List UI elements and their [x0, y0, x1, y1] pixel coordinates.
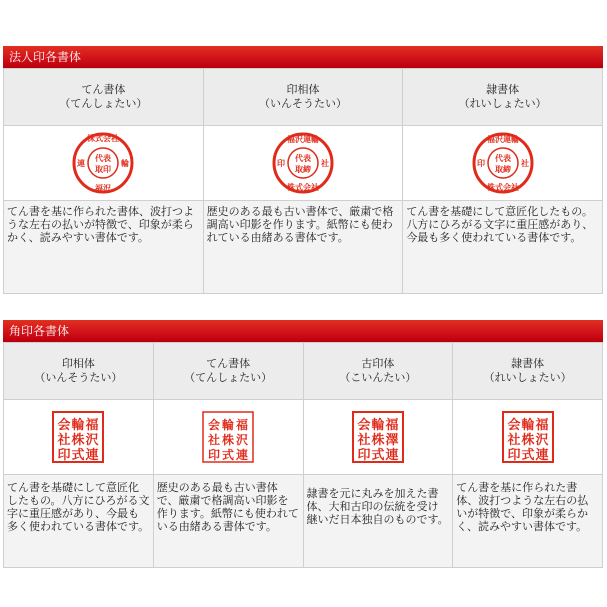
stamp-cell: [303, 400, 453, 475]
font-name: 隷書体: [486, 83, 520, 96]
svg-text:株: 株: [222, 433, 235, 447]
svg-text:社: 社: [520, 158, 529, 168]
stamp-cell: [453, 400, 603, 475]
svg-text:輪: 輪: [71, 418, 85, 433]
font-description: 歴史のある最も古い書体で、厳粛で格調高い印影を作ります。紙幣にも使われている由緒ある書体です。: [153, 475, 303, 568]
font-description: てん書を基に作られた書体、波打つような左右の払いが特徴で、印象が柔らかく、読みやすい書体です。: [4, 201, 204, 294]
svg-text:取締: 取締: [294, 164, 311, 174]
round-seal-insotai-image: [271, 131, 335, 195]
svg-text:株式会社: 株式会社: [486, 182, 519, 192]
font-reading: （こいんたい）: [339, 371, 417, 384]
svg-text:代表: 代表: [294, 153, 311, 163]
font-reading: （れいしょたい）: [483, 371, 572, 384]
round-seal-tensho-image: [71, 131, 135, 195]
svg-text:福沢連輪: 福沢連輪: [286, 134, 319, 144]
font-reading: （いんそうたい）: [258, 97, 347, 110]
square-seal-reisho-image: [500, 409, 556, 465]
svg-text:輪: 輪: [371, 418, 385, 433]
font-reading: （いんそうたい）: [34, 371, 123, 384]
svg-text:株式会社: 株式会社: [286, 182, 319, 192]
svg-text:福: 福: [236, 418, 249, 432]
square-seal-section: [3, 320, 603, 568]
svg-text:輪: 輪: [121, 158, 130, 168]
font-name: 印相体: [61, 357, 95, 370]
svg-text:社: 社: [208, 433, 221, 447]
svg-text:印: 印: [357, 448, 371, 463]
svg-text:取締: 取締: [494, 164, 511, 174]
svg-text:社: 社: [57, 433, 71, 448]
svg-text:株: 株: [71, 433, 85, 448]
font-name: てん書体: [206, 357, 251, 370]
svg-text:代表: 代表: [95, 153, 112, 163]
svg-text:連: 連: [236, 448, 249, 462]
column-header: [153, 343, 303, 400]
square-seal-koin-image: [350, 409, 406, 465]
svg-text:会: 会: [208, 418, 221, 432]
svg-text:取印: 取印: [95, 164, 112, 174]
svg-text:福: 福: [385, 418, 399, 433]
font-name: てん書体: [81, 83, 126, 96]
svg-text:連: 連: [535, 448, 549, 463]
square-seal-tensho-image: [200, 409, 256, 465]
svg-text:福: 福: [535, 418, 549, 433]
svg-text:株: 株: [521, 433, 535, 448]
svg-text:会: 会: [507, 418, 521, 433]
square-seal-insotai-image: [50, 409, 106, 465]
square-seal-table: [3, 342, 603, 568]
svg-text:式: 式: [371, 448, 385, 463]
svg-text:福: 福: [85, 418, 99, 433]
svg-text:福沢: 福沢: [95, 183, 112, 193]
svg-text:沢: 沢: [236, 433, 249, 447]
svg-text:社: 社: [320, 158, 329, 168]
stamp-cell: [153, 400, 303, 475]
font-reading: （れいしょたい）: [458, 97, 547, 110]
column-header: [453, 343, 603, 400]
column-header: [4, 69, 204, 126]
svg-text:印: 印: [507, 448, 521, 463]
font-name: 古印体: [361, 357, 395, 370]
svg-text:印: 印: [57, 448, 71, 463]
column-header: [4, 343, 154, 400]
svg-text:式: 式: [71, 448, 85, 463]
svg-text:輪: 輪: [521, 418, 535, 433]
column-header: [203, 69, 403, 126]
svg-text:印: 印: [276, 158, 285, 168]
column-header: [403, 69, 603, 126]
svg-text:会: 会: [357, 418, 371, 433]
font-name: 印相体: [286, 83, 320, 96]
font-description: てん書を基礎にして意匠化したもの。八方にひろがる文字に重圧感があり、今最も多く使われている書体です。: [403, 201, 603, 294]
svg-text:輪: 輪: [222, 418, 235, 432]
svg-text:福沢連輪: 福沢連輪: [486, 134, 519, 144]
svg-text:印: 印: [476, 158, 485, 168]
font-description: てん書を基に作られた書体、波打つような左右の払いが特徴で、印象が柔らかく、読みやすい書体です。: [453, 475, 603, 568]
stamp-cell: [4, 400, 154, 475]
stamp-cell: [203, 126, 403, 201]
font-description: 隷書を元に丸みを加えた書体、大和古印の伝統を受け継いだ日本独自のものです。: [303, 475, 453, 568]
svg-text:社: 社: [507, 433, 521, 448]
round-seal-reisho-image: [471, 131, 535, 195]
svg-text:式: 式: [521, 448, 535, 463]
svg-text:澤: 澤: [385, 433, 399, 448]
font-reading: （てんしょたい）: [184, 371, 273, 384]
svg-text:株: 株: [371, 433, 385, 448]
svg-text:会: 会: [57, 418, 71, 433]
stamp-cell: [403, 126, 603, 201]
svg-text:沢: 沢: [535, 433, 549, 448]
round-seal-section: [3, 46, 603, 294]
svg-text:印: 印: [208, 448, 221, 462]
font-reading: （てんしょたい）: [59, 97, 148, 110]
column-header: [303, 343, 453, 400]
font-name: 隷書体: [511, 357, 545, 370]
section-title-bar: 角印各書体: [3, 320, 603, 342]
svg-text:連: 連: [77, 158, 86, 168]
round-seal-table: [3, 68, 603, 294]
section-title-bar: 法人印各書体: [3, 46, 603, 68]
font-description: てん書を基礎にして意匠化したもの。八方にひろがる文字に重圧感があり、今最も多く使われている書体です。: [4, 475, 154, 568]
svg-text:式: 式: [222, 448, 235, 462]
svg-text:株式会社: 株式会社: [87, 133, 120, 143]
svg-text:代表: 代表: [494, 153, 511, 163]
svg-text:連: 連: [85, 448, 99, 463]
svg-text:沢: 沢: [85, 433, 99, 448]
svg-text:社: 社: [357, 433, 371, 448]
stamp-cell: [4, 126, 204, 201]
svg-text:連: 連: [385, 448, 399, 463]
font-description: 歴史のある最も古い書体で、厳粛で格調高い印影を作ります。紙幣にも使われている由緒ある書体です。: [203, 201, 403, 294]
